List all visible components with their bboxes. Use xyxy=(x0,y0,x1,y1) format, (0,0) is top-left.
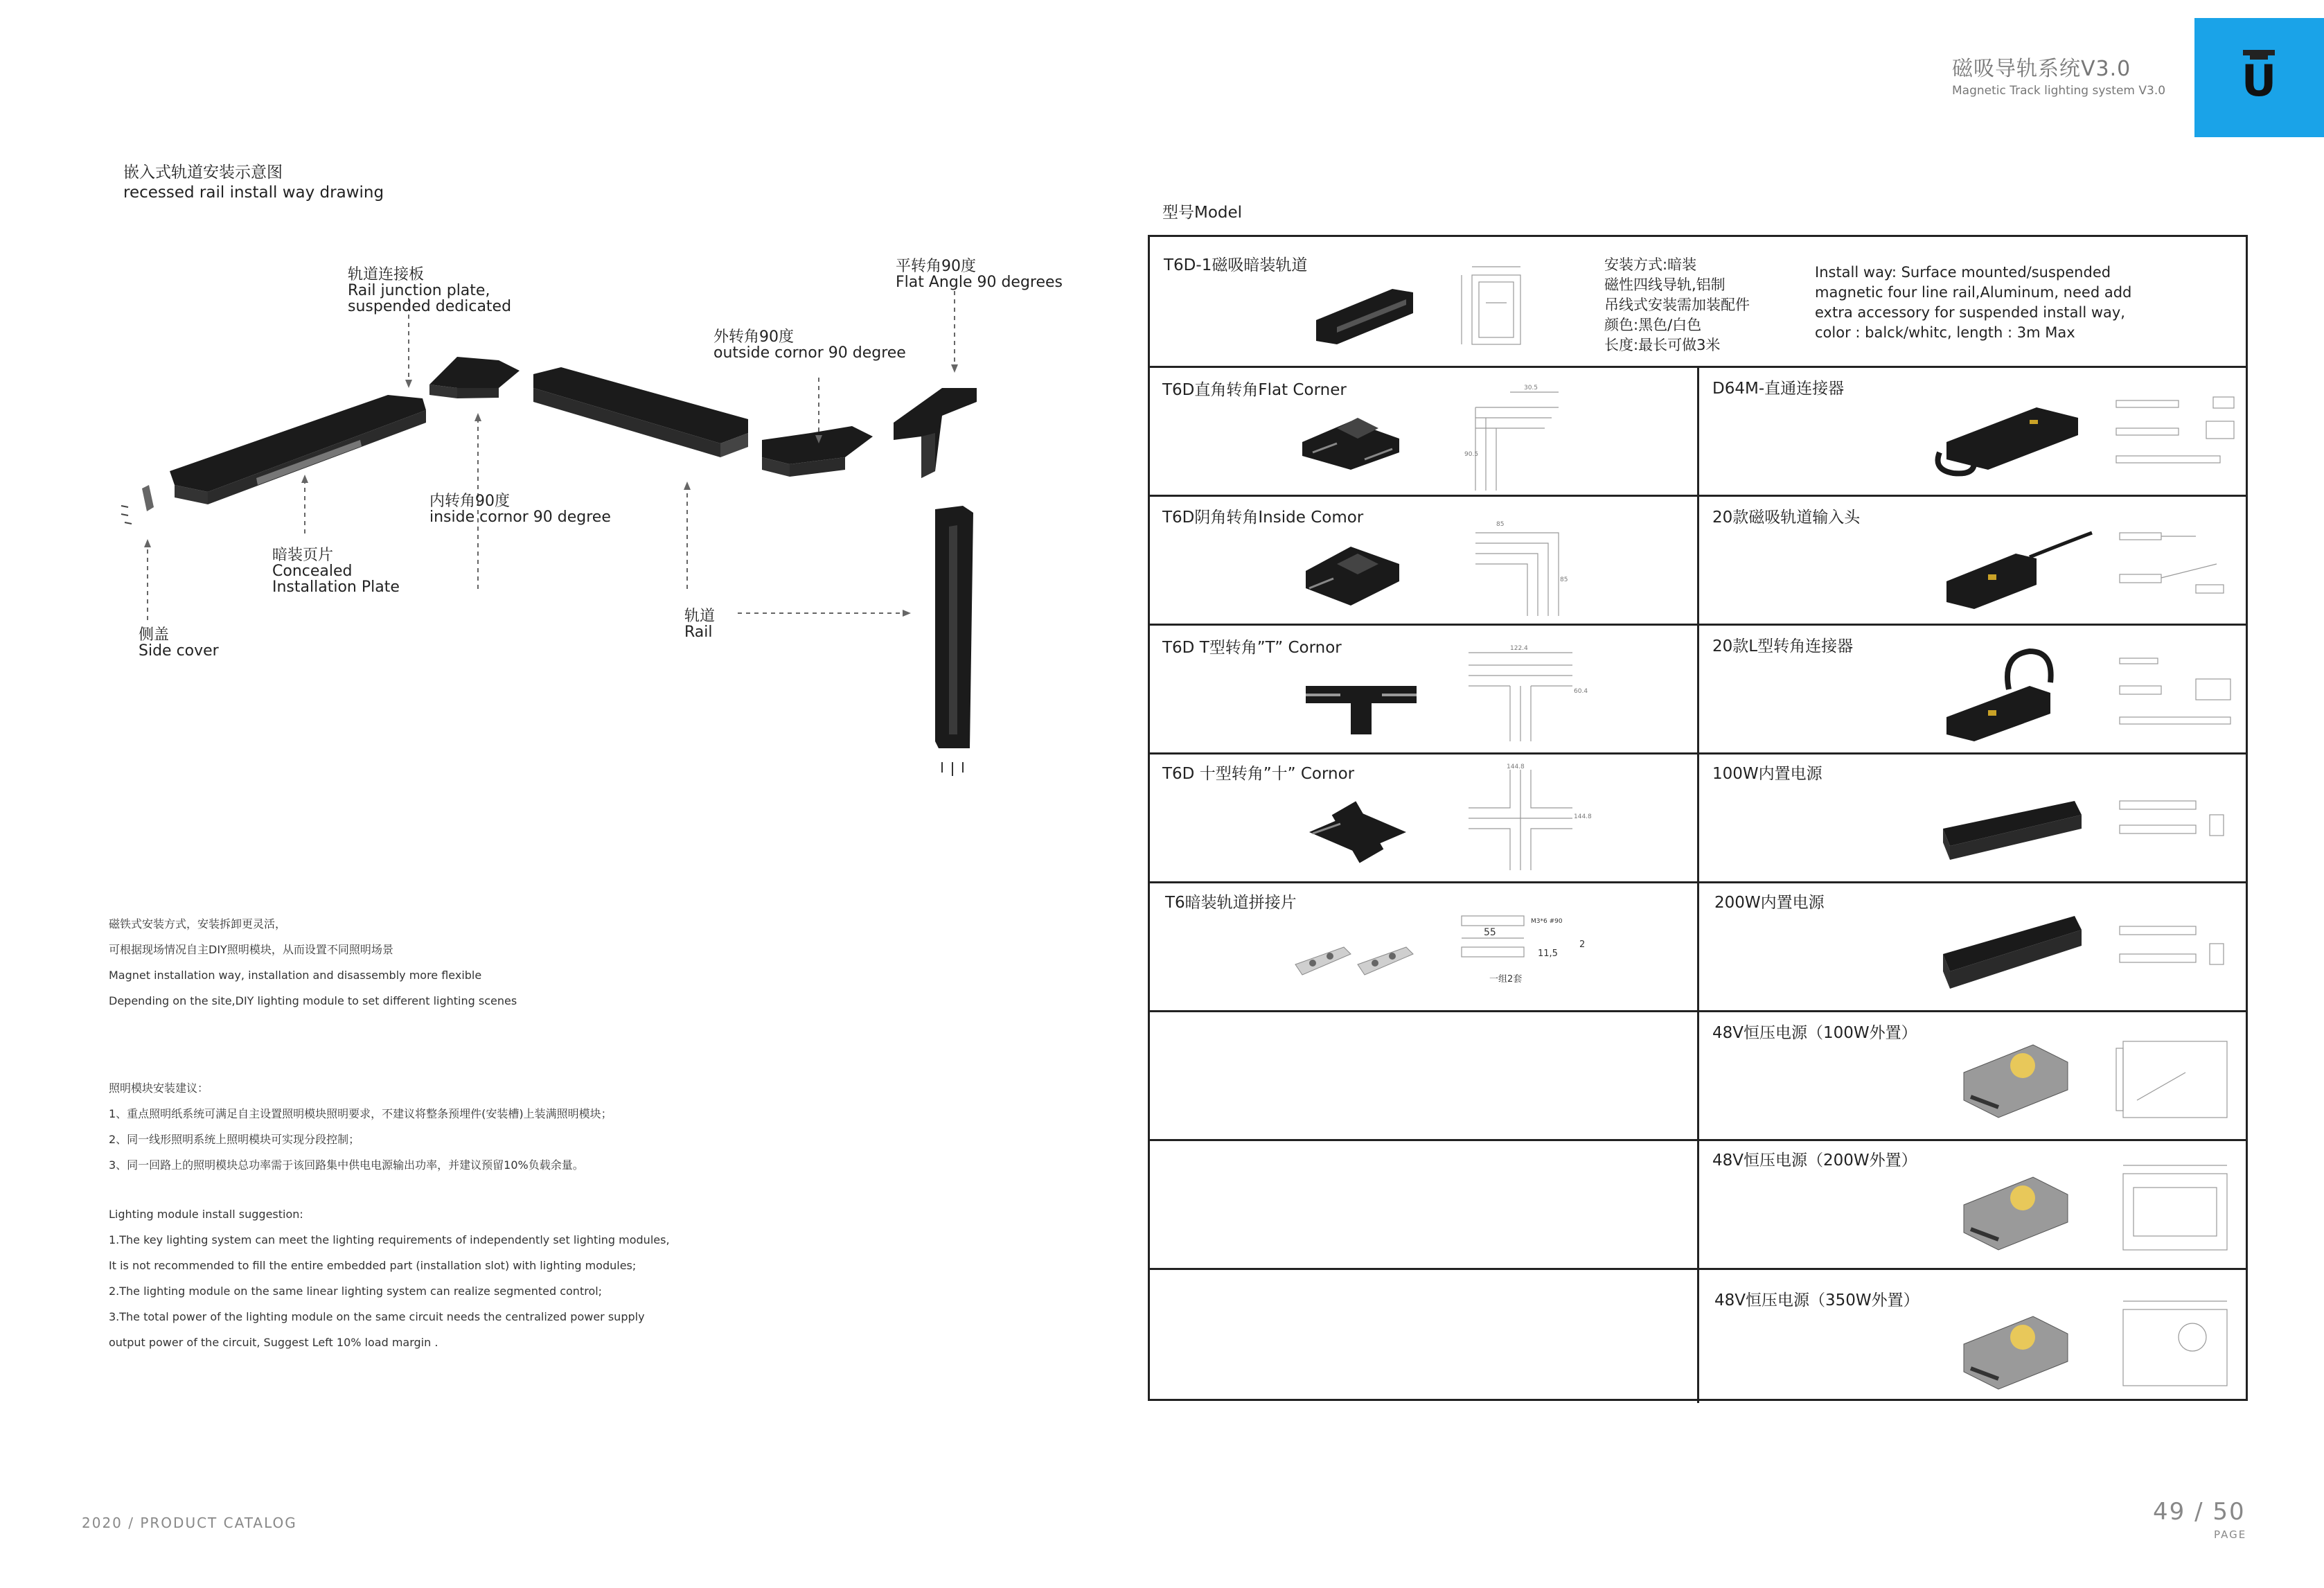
flat-angle-part xyxy=(894,388,977,478)
outside-corner-part xyxy=(762,426,873,477)
label-concealed-plate: 暗装页片 Concealed Installation Plate xyxy=(272,547,400,596)
cell-label: 20款L型转角连接器 xyxy=(1712,637,1854,655)
rail-section-drawing xyxy=(1455,261,1538,358)
table-row xyxy=(1150,1139,2246,1270)
label-inside-corner: 内转角90度 inside cornor 90 degree xyxy=(429,493,611,526)
cell-label: T6D T型转角”T” Cornor xyxy=(1162,639,1342,657)
cell-label: T6D直角转角Flat Corner xyxy=(1162,381,1347,399)
cell-label: 200W内置电源 xyxy=(1714,894,1825,912)
t-corner-image xyxy=(1299,662,1423,738)
logo-icon xyxy=(2194,18,2324,137)
psu-350w-drawing xyxy=(2109,1296,2241,1396)
model-table xyxy=(1148,235,2248,1401)
driver-100w-image xyxy=(1936,791,2095,867)
t-corner-drawing xyxy=(1462,637,1588,748)
x-corner-image xyxy=(1302,791,1413,874)
table-row-top xyxy=(1150,237,2246,368)
side-cover-part xyxy=(121,485,154,524)
table-row xyxy=(1150,1010,2246,1141)
table-row xyxy=(1150,752,2246,883)
psu-200w-drawing xyxy=(2109,1160,2241,1260)
catalog-footer: 2020 / PRODUCT CATALOG xyxy=(82,1515,297,1531)
svg-text:55: 55 xyxy=(1484,927,1496,938)
cell-label: T6D阴角转角Inside Comor xyxy=(1162,509,1364,527)
page-number: 49 / 50 xyxy=(2153,1498,2246,1526)
input-head-drawing xyxy=(2113,522,2237,606)
diagram-heading-en: recessed rail install way drawing xyxy=(123,184,384,202)
brand-logo xyxy=(2194,18,2324,137)
driver-200w-drawing xyxy=(2113,919,2237,982)
label-rail: 轨道 Rail xyxy=(684,608,716,641)
svg-text:90.5: 90.5 xyxy=(1464,451,1479,458)
splice-plate-image xyxy=(1288,937,1427,992)
cell-label: T6D 十型转角”十” Cornor xyxy=(1162,765,1355,783)
suggest-text-cn: 照明模块安装建议： 1、重点照明纸系统可满足自主设置照明模块照明要求，不建议将整条预埋件(安装槽)上装满照明模块； 2、同一线形照明系统上照明模块可实现分段控制； 3、同一回路上的照明模块总功率需于该回路集中供电电源输出功率，并建议预留10%负载余量。 xyxy=(109,1082,612,1172)
svg-text:144.8: 144.8 xyxy=(1507,764,1525,770)
svg-text:2: 2 xyxy=(1579,939,1586,950)
spec-en: Install way: Surface mounted/suspended magnetic four line rail,Aluminum, need add extra accessory for suspended install way, color : balck/whitc, length : 3m Max xyxy=(1815,264,2132,341)
cell-label: 48V恒压电源（200W外置） xyxy=(1712,1152,1917,1170)
cell-label: T6暗装轨道拼接片 xyxy=(1165,894,1297,912)
spec-cn: 安装方式:暗装 磁性四线导轨,铝制 吊线式安装需加装配件 颜色:黑色/白色 长度:最长可做3米 xyxy=(1604,256,1750,353)
splice-plate-drawing xyxy=(1455,909,1621,999)
psu-350w-image xyxy=(1957,1303,2075,1400)
catalog-subtitle: Magnetic Track lighting system V3.0 xyxy=(1952,84,2166,98)
cell-label: T6D-1磁吸暗装轨道 xyxy=(1164,256,1308,274)
cell-label: D64M-直通连接器 xyxy=(1712,380,1845,398)
rail-segment-1 xyxy=(170,395,426,504)
page-label: PAGE xyxy=(2214,1528,2247,1541)
label-flat-angle: 平转角90度 Flat Angle 90 degrees xyxy=(896,258,1063,291)
cell-label: 100W内置电源 xyxy=(1712,765,1822,783)
catalog-title: 磁吸导轨系统V3.0 xyxy=(1952,57,2131,81)
psu-200w-image xyxy=(1957,1163,2075,1260)
straight-connector-image xyxy=(1933,394,2092,477)
svg-text:M3*6 #90: M3*6 #90 xyxy=(1531,918,1563,925)
svg-text:30.5: 30.5 xyxy=(1523,385,1538,391)
table-row xyxy=(1150,495,2246,626)
svg-text:122.4: 122.4 xyxy=(1510,645,1528,652)
svg-text:一组2套: 一组2套 xyxy=(1489,974,1523,985)
inside-corner-part xyxy=(429,357,520,398)
label-side-cover: 侧盖 Side cover xyxy=(139,626,219,660)
table-row xyxy=(1150,881,2246,1012)
cell-label: 20款磁吸轨道输入头 xyxy=(1712,509,1861,527)
svg-text:85: 85 xyxy=(1560,576,1568,583)
inside-corner-image xyxy=(1295,533,1413,612)
flat-corner-drawing xyxy=(1462,380,1565,494)
label-rail-junction: 轨道连接板 Rail junction plate, suspended dedicated xyxy=(348,266,512,315)
table-row xyxy=(1150,624,2246,755)
psu-100w-drawing xyxy=(2109,1031,2241,1128)
svg-text:85: 85 xyxy=(1496,521,1505,528)
l-connector-image xyxy=(1933,641,2099,745)
logo-letter: U xyxy=(2241,55,2277,106)
suggest-text-en: Lighting module install suggestion: 1.The key lighting system can meet the lighting requirements of independently set lighting modules, It is not recommended to fill the entire embedded part (installation slot) with lighting modules; 2.The lighting module on the same linear lighting system can realize segmented control; 3.The total power of the lighting module on the same circuit needs the centralized power supply output power of the circuit, Suggest Left 10% load margin . xyxy=(109,1208,670,1349)
svg-text:60.4: 60.4 xyxy=(1574,688,1588,695)
diagram-heading-cn: 嵌入式轨道安装示意图 xyxy=(123,164,283,182)
rail-product-image xyxy=(1309,272,1420,348)
rail-segment-2 xyxy=(533,367,748,457)
vertical-rail-part xyxy=(935,506,973,776)
model-header: 型号Model xyxy=(1162,204,1243,222)
driver-100w-drawing xyxy=(2113,794,2237,856)
input-head-image xyxy=(1933,515,2099,612)
x-corner-drawing xyxy=(1462,763,1592,877)
inside-corner-drawing xyxy=(1462,512,1568,623)
label-outside-corner: 外转角90度 outside cornor 90 degree xyxy=(713,328,906,362)
straight-connector-drawing xyxy=(2109,390,2241,473)
intro-text: 磁铁式安装方式，安装拆卸更灵活， 可根据现场情况自主DIY照明模块，从而设置不同照明场景 Magnet installation way, installation and disassembly more flexible Depending on the site,DIY lighting module to set different lighting scenes xyxy=(109,917,517,1007)
psu-100w-image xyxy=(1957,1031,2075,1128)
driver-200w-image xyxy=(1936,906,2095,996)
svg-text:144.8: 144.8 xyxy=(1574,813,1592,820)
cell-label: 48V恒压电源（350W外置） xyxy=(1714,1291,1919,1309)
l-connector-drawing xyxy=(2113,648,2237,738)
flat-corner-image xyxy=(1295,400,1413,484)
svg-text:11,5: 11,5 xyxy=(1538,949,1558,959)
cell-label: 48V恒压电源（100W外置） xyxy=(1712,1024,1917,1042)
table-row xyxy=(1150,366,2246,497)
table-row xyxy=(1150,1268,2246,1403)
